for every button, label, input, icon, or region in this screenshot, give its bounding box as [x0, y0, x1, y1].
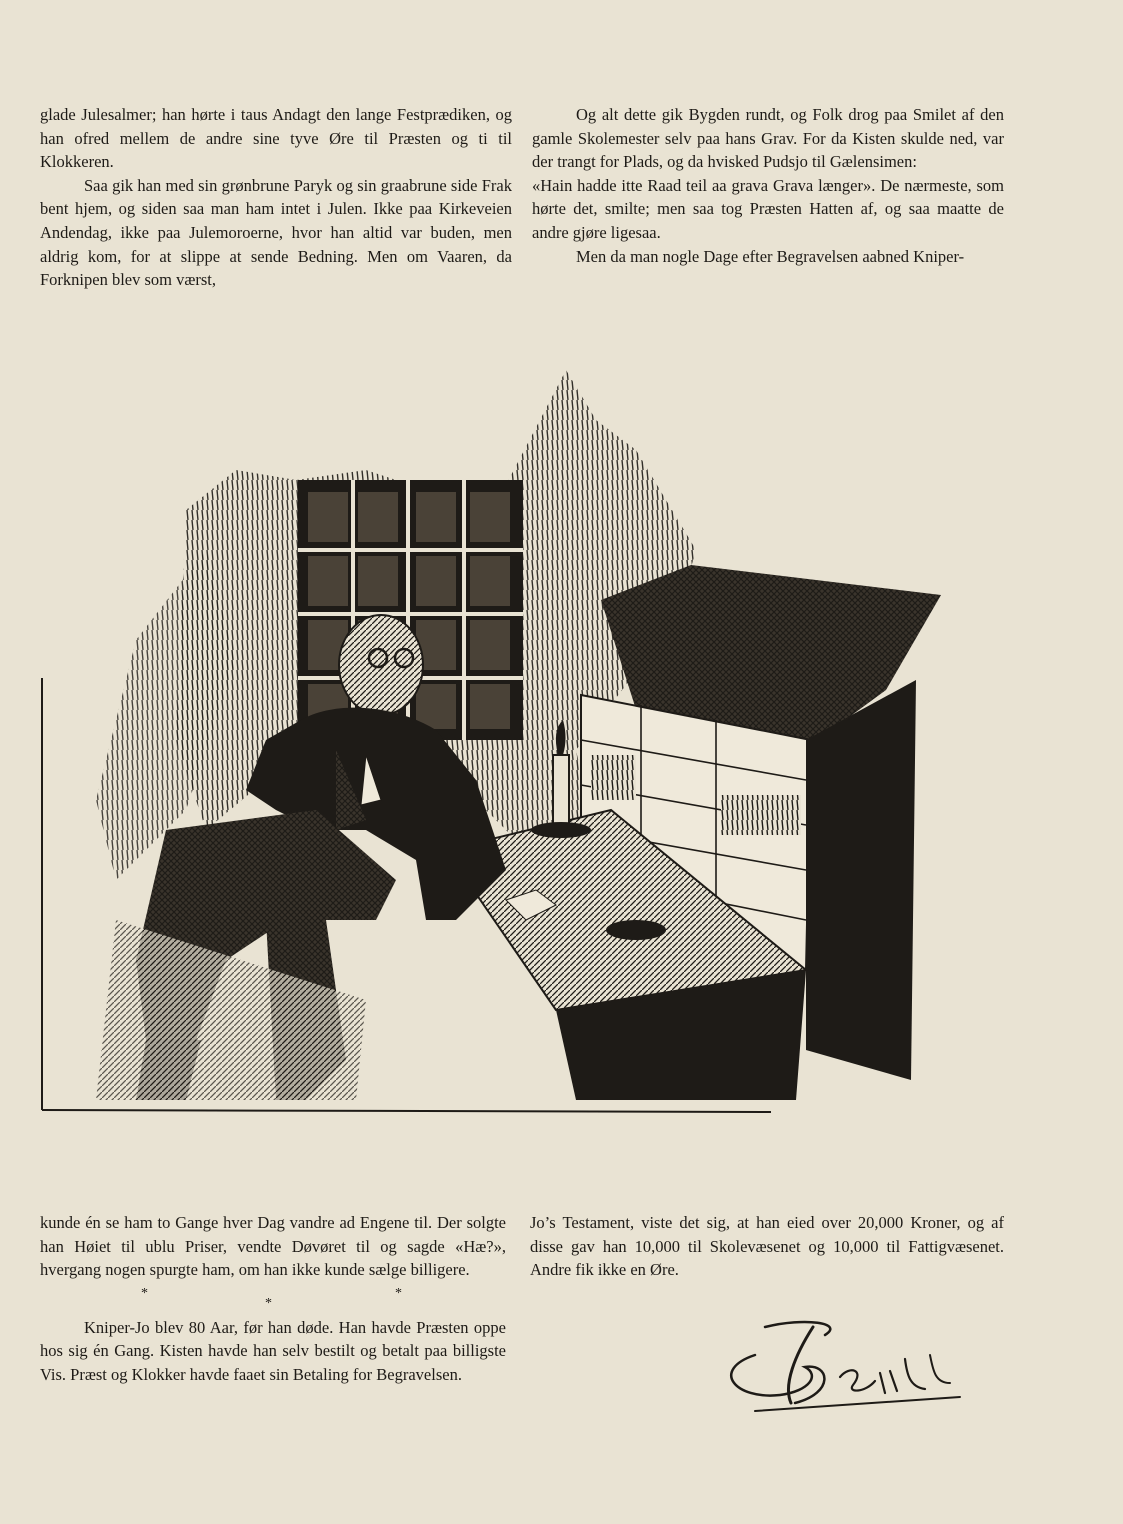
text-column-bottom-right — [530, 1211, 1004, 1282]
text-column-top-left — [40, 103, 512, 292]
author-signature — [725, 1315, 970, 1425]
paragraph: Men da man nogle Dage efter Begravelsen aabned Kniper- — [576, 246, 965, 266]
section-break-stars — [40, 1282, 506, 1316]
paragraph: kunde én se ham to Gange hver Dag vandre ad Engene til. Der solgte han Høiet til ublu Priser, vendte Døvøret til og sagde «Hæ?», hvergang nogen spurgte ham, om han ikke kunde sælge billigere. — [40, 1213, 506, 1280]
paragraph: Og alt dette gik Bygden rundt, og Folk drog paa Smilet af den gamle Skolemester selv paa hans Grav. For da Kisten skulde ned, var der trangt for Plads, og da hvisked Pudsjo til Gælensimen: — [532, 105, 1004, 172]
paragraph: Jo’s Testament, viste det sig, at han eied over 20,000 Kroner, og af disse gav han 10,000 til Skolevæsenet og 10,000 til Fattigvæsenet. Andre fik ikke en Øre. — [530, 1213, 1004, 1280]
illustration-old-man-at-desk — [36, 360, 966, 1150]
text-column-bottom-left — [40, 1211, 506, 1387]
paragraph: «Hain hadde itte Raad teil aa grava Grava længer». De nærmeste, som hørte det, smilte; men saa tog Præsten Hatten af, og saa maatte de andre gjøre ligesaa. — [532, 175, 1004, 242]
paragraph: Kniper-Jo blev 80 Aar, før han døde. Han havde Præsten oppe hos sig én Gang. Kisten havde han selv bestilt og betalt paa billigste Vis. Præst og Klokker havde faaet sin Betaling for Begravelsen. — [40, 1317, 506, 1384]
paragraph: Saa gik han med sin grønbrune Paryk og sin graabrune side Frak bent hjem, og siden saa man ham intet i Julen. Ikke paa Kirkeveien Andendag, ikke paa Julemoroerne, hvor han altid var buden, men aldrig kom, for at slippe at sende Bedning. Men om Vaaren, da Forknipen blev som værst, — [40, 175, 512, 290]
text-column-top-right — [532, 103, 1004, 268]
star: * — [265, 1295, 272, 1311]
star: * — [395, 1285, 402, 1301]
star: * — [141, 1285, 148, 1301]
paragraph: glade Julesalmer; han hørte i taus Andagt den lange Festprædiken, og han ofred mellem de andre sine tyve Øre til Præsten og ti til Klokkeren. — [40, 105, 512, 172]
